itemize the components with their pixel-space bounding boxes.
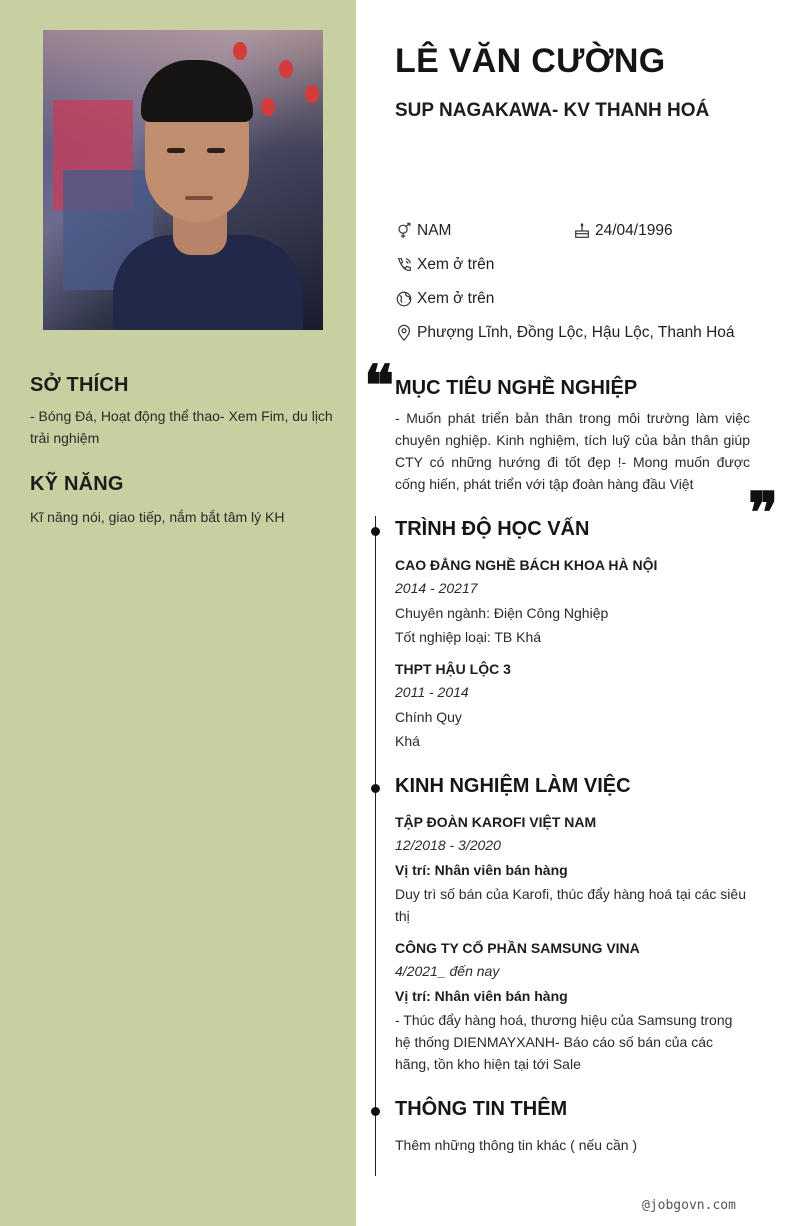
experience-position: Vị trí: Nhân viên bán hàng: [395, 988, 568, 1004]
education-line: Chuyên ngành: Điện Công Nghiệp: [395, 605, 609, 621]
profile-photo: [43, 30, 323, 330]
timeline-dot: [371, 1107, 380, 1116]
gender-row: [395, 222, 451, 240]
experience-position: Vị trí: Nhân viên bán hàng: [395, 862, 568, 878]
birthday-cake-icon: [573, 222, 591, 240]
address-value: Phượng Lĩnh, Đồng Lộc, Hậu Lộc, Thanh Hoá: [417, 324, 735, 341]
education-school: CAO ĐẲNG NGHỀ BÁCH KHOA HÀ NỘI: [395, 557, 658, 573]
website-row: [395, 290, 494, 308]
phone-value: Xem ở trên: [417, 256, 495, 273]
experience-dates: 4/2021_ đến nay: [395, 963, 500, 979]
timeline-line: [375, 516, 376, 1176]
phone-icon: [395, 256, 413, 274]
experience-description: - Thúc đẩy hàng hoá, thương hiệu của Samsung trong hệ thống DIENMAYXANH- Báo cáo số bán của các hãng, tồn kho hiện tại tới Sale: [395, 1012, 733, 1072]
education-line: Tốt nghiệp loại: TB Khá: [395, 629, 542, 645]
gender-icon: [395, 222, 413, 240]
additional-info-text: Thêm những thông tin khác ( nếu cần ): [395, 1137, 638, 1153]
birthdate-row: [573, 222, 673, 240]
website-value: Xem ở trên: [417, 290, 495, 307]
objective-text: - Muốn phát triển bản thân trong môi trường làm việc chuyên nghiệp. Kinh nghiệm, tích luỹ của bản thân giúp CTY có những hướng đi tốt đẹp !- Mong muốn được cống hiến, phát triển với tập đoàn hàng đầu Việt: [395, 410, 750, 492]
experience-description: Duy trì số bán của Karofi, thúc đẩy hàng hoá tại các siêu thị: [395, 886, 746, 924]
globe-icon: [395, 290, 413, 308]
open-quote-icon: ❝: [364, 353, 395, 419]
candidate-title: SUP NAGAKAWA- KV THANH HOÁ: [395, 100, 710, 121]
additional-info-heading: THÔNG TIN THÊM: [395, 1098, 568, 1120]
experience-dates: 12/2018 - 3/2020: [395, 837, 501, 853]
candidate-name: LÊ VĂN CƯỜNG: [395, 42, 666, 80]
hobbies-text: - Bóng Đá, Hoạt động thể thao- Xem Fim, du lịch trải nghiệm: [30, 408, 333, 446]
education-school: THPT HẬU LỘC 3: [395, 661, 511, 677]
timeline-dot: [371, 784, 380, 793]
birthdate-value: 24/04/1996: [595, 222, 673, 239]
hobbies-heading: SỞ THÍCH: [30, 374, 129, 396]
close-quote-icon: ❞: [748, 480, 779, 546]
education-dates: 2014 - 20217: [395, 580, 478, 596]
education-heading: TRÌNH ĐỘ HỌC VẤN: [395, 518, 590, 540]
watermark: @jobgovn.com: [642, 1198, 736, 1213]
experience-company: TẬP ĐOÀN KAROFI VIỆT NAM: [395, 814, 597, 830]
phone-row: [395, 256, 494, 274]
experience-heading: KINH NGHIỆM LÀM VIỆC: [395, 775, 631, 797]
objective-heading: MỤC TIÊU NGHỀ NGHIỆP: [395, 377, 638, 399]
education-line: Khá: [395, 733, 420, 749]
timeline-dot: [371, 527, 380, 536]
address-row: [395, 324, 735, 342]
skills-text: Kĩ năng nói, giao tiếp, nắm bắt tâm lý KH: [30, 509, 285, 525]
gender-value: NAM: [417, 222, 452, 239]
experience-company: CÔNG TY CỔ PHẦN SAMSUNG VINA: [395, 940, 640, 956]
location-pin-icon: [395, 324, 413, 342]
education-dates: 2011 - 2014: [395, 684, 469, 700]
skills-heading: KỸ NĂNG: [30, 473, 124, 495]
education-line: Chính Quy: [395, 709, 462, 725]
